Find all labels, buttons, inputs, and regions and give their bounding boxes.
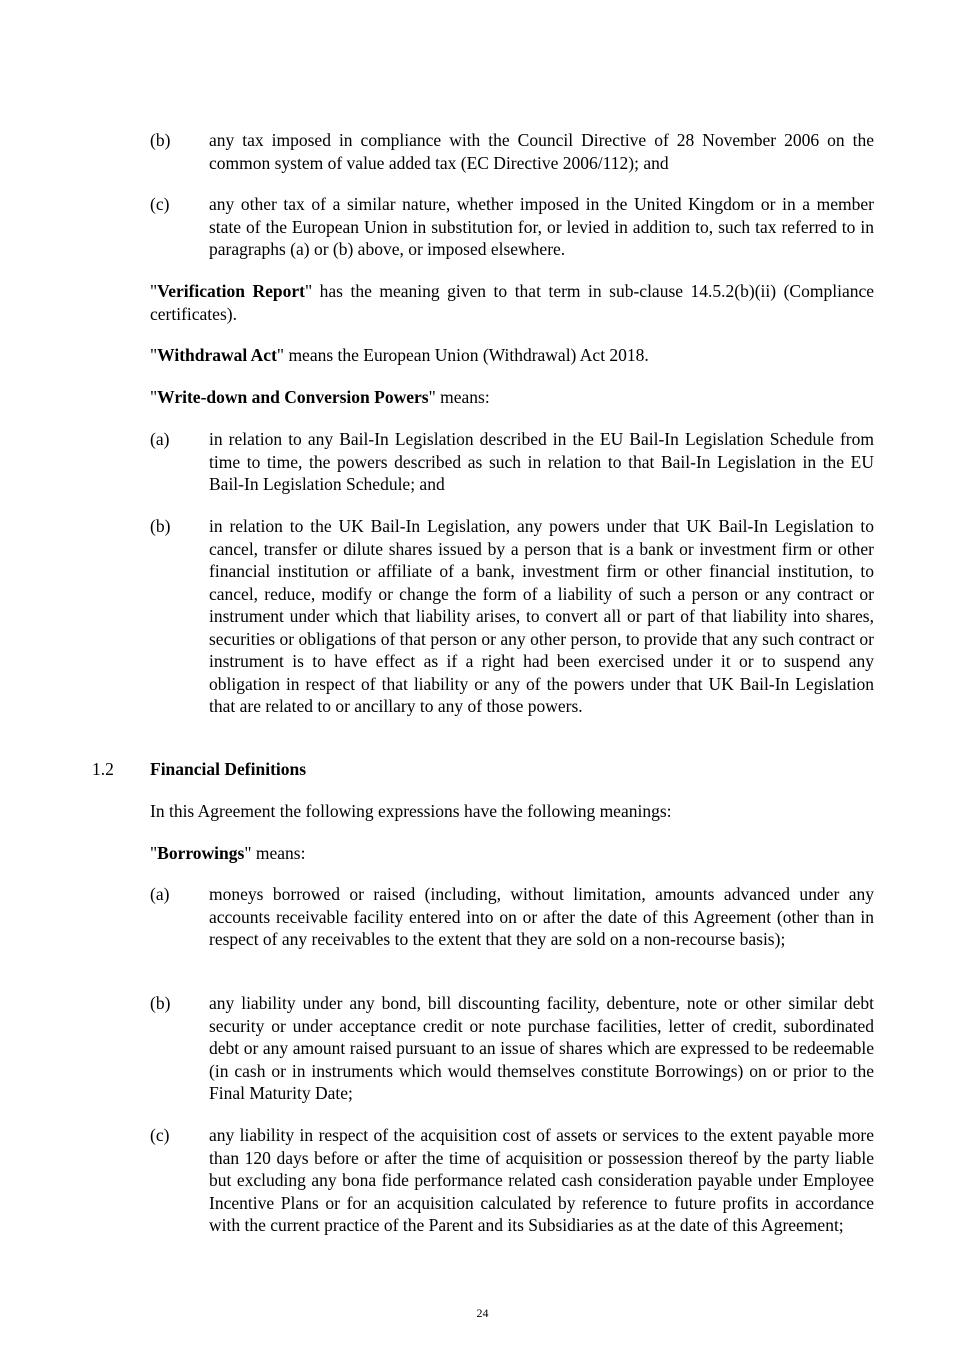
definition-borrowings: "Borrowings" means: bbox=[150, 843, 306, 863]
section-number: 1.2 bbox=[92, 759, 114, 779]
definition-text: means the European Union (Withdrawal) Act 2018. bbox=[284, 345, 649, 365]
list-text: any other tax of a similar nature, whether imposed in the United Kingdom or in a member state of the European Union in substitution for, or levied in addition to, such tax referred to in paragraphs (a) or (b) above, or imposed elsewhere. bbox=[209, 194, 874, 259]
borrowings-item-a bbox=[150, 883, 874, 951]
tax-item-b bbox=[150, 129, 874, 174]
defined-term: Verification Report bbox=[157, 281, 305, 301]
definition-withdrawal-act: "Withdrawal Act" means the European Union (Withdrawal) Act 2018. bbox=[150, 345, 649, 365]
page-number: 24 bbox=[476, 1306, 489, 1320]
list-text: moneys borrowed or raised (including, without limitation, amounts advanced under any accounts receivable facility entered into on or after the date of this Agreement (other than in respect of any receivables to the extent that they are sold on a non-recourse basis); bbox=[209, 884, 874, 949]
write-down-item-a bbox=[150, 428, 874, 496]
list-label: (b) bbox=[150, 516, 171, 536]
tax-item-c bbox=[150, 193, 874, 261]
section-heading bbox=[92, 758, 874, 781]
list-text: any liability under any bond, bill discounting facility, debenture, note or other similar debt security or under acceptance credit or note purchase facilities, letter of credit, subordinated debt or any amount raised pursuant to an issue of shares which are expressed to be redeemable (in cash or in instruments which would themselves constitute Borrowings) on or prior to the Final Maturity Date; bbox=[209, 993, 874, 1103]
borrowings-item-b bbox=[150, 992, 874, 1105]
list-text: in relation to any Bail-In Legislation described in the EU Bail-In Legislation Schedule from time to time, the powers described as such in relation to that Bail-In Legislation in the EU Bail-In Legislation Schedule; and bbox=[209, 429, 874, 494]
list-text: any liability in respect of the acquisition cost of assets or services to the extent payable more than 120 days before or after the time of acquisition or possession thereof by the party liable but excluding any bona fide performance related cash consideration payable under Employee Incentive Plans or for an acquisition calculated by reference to future profits in accordance with the current practice of the Parent and its Subsidiaries as at the date of this Agreement; bbox=[209, 1125, 874, 1235]
definition-text: has the meaning given to that term in sub-clause 14.5.2(b)(ii) (Compliance certificates). bbox=[150, 281, 874, 324]
definition-verification-report: "Verification Report" has the meaning given to that term in sub-clause 14.5.2(b)(ii) (Compliance certificates). bbox=[150, 281, 874, 324]
definition-write-down-powers: "Write-down and Conversion Powers" means: bbox=[150, 387, 490, 407]
write-down-item-b bbox=[150, 515, 874, 718]
section-title: Financial Definitions bbox=[150, 759, 307, 779]
list-text: any tax imposed in compliance with the Council Directive of 28 November 2006 on the common system of value added tax (EC Directive 2006/112); and bbox=[209, 130, 874, 173]
list-label: (c) bbox=[150, 1125, 170, 1145]
section-intro: In this Agreement the following expressions have the following meanings: bbox=[150, 801, 672, 821]
list-label: (a) bbox=[150, 884, 170, 904]
definition-text: means: bbox=[251, 843, 306, 863]
list-text: in relation to the UK Bail-In Legislation, any powers under that UK Bail-In Legislation to cancel, transfer or dilute shares issued by a person that is a bank or investment firm or other financial institution or affiliate of a bank, investment firm or other financial institution, to cancel, reduce, modify or change the form of a liability of such a person or any contract or instrument under which that liability arises, to convert all or part of that liability into shares, securities or obligations of that person or any other person, to provide that any such contract or instrument is to have effect as if a right had been exercised under it or to suspend any obligation in respect of that liability or any of the powers under that UK Bail-In Legislation that are related to or ancillary to any of those powers. bbox=[209, 516, 874, 716]
defined-term: Borrowings bbox=[157, 843, 245, 863]
list-label: (c) bbox=[150, 194, 170, 214]
defined-term: Write-down and Conversion Powers bbox=[157, 387, 429, 407]
list-label: (b) bbox=[150, 993, 171, 1013]
definition-text: means: bbox=[435, 387, 490, 407]
defined-term: Withdrawal Act bbox=[157, 345, 277, 365]
list-label: (a) bbox=[150, 429, 170, 449]
list-label: (b) bbox=[150, 130, 171, 150]
borrowings-item-c bbox=[150, 1124, 874, 1237]
